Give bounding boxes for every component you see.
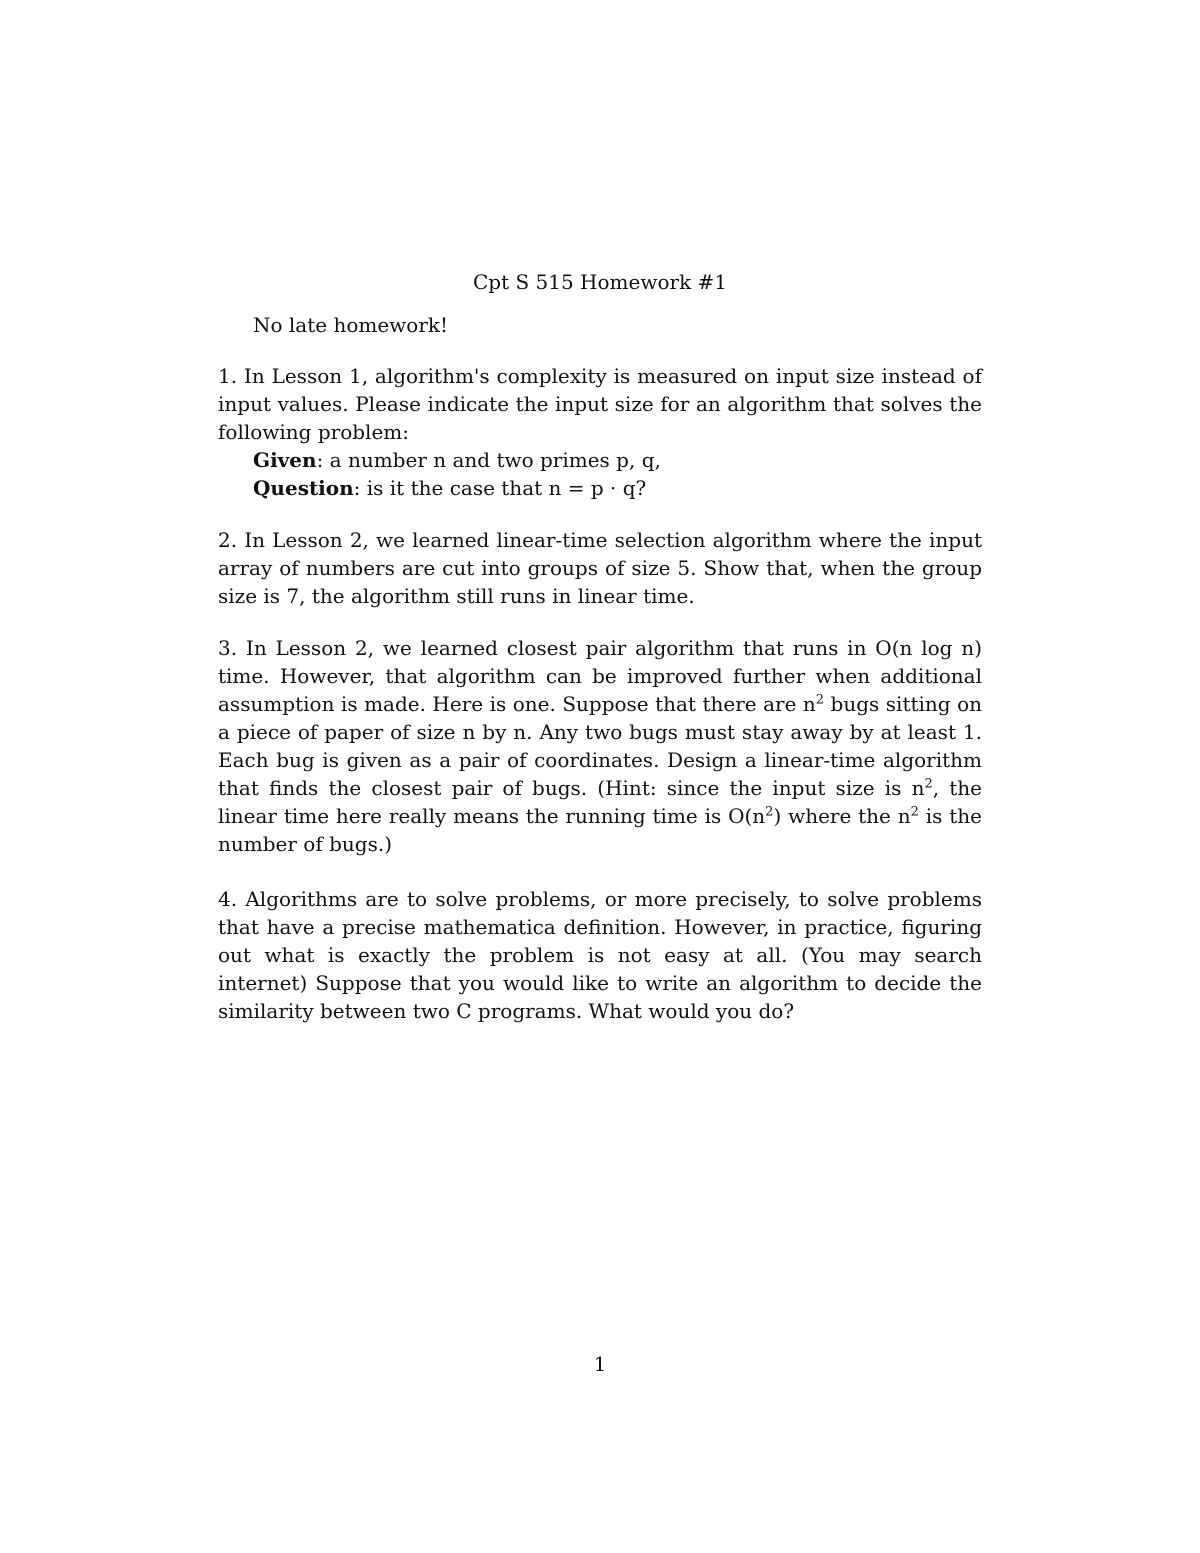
- exponent-4: 2: [910, 804, 919, 820]
- question-3: [218, 634, 982, 858]
- question-4: [218, 885, 982, 1025]
- question-1-question: [218, 474, 982, 502]
- question-2-text: 2. In Lesson 2, we learned linear-time selection algorithm where the input array of numbers are cut into groups of size 5. Show that, when the group size is 7, the algorithm still runs in linear time.: [218, 528, 982, 608]
- given-label: Given: [253, 448, 317, 472]
- question-text: : is it the case that n = p · q?: [353, 476, 647, 500]
- question-3-part-1: 3. In Lesson 2, we learned closest pair algorithm that runs in O(n log n) time. However, that algorithm can be improved further when additional assumption is made. Here is one. Suppose that there are n: [218, 636, 982, 716]
- question-1-given: [218, 446, 982, 474]
- question-1-text: 1. In Lesson 1, algorithm's complexity is measured on input size instead of input values. Please indicate the input size for an algorithm that solves the following problem:: [218, 364, 982, 444]
- late-homework-note: No late homework!: [253, 313, 449, 337]
- question-3-part-5: is the number of bugs.): [218, 804, 982, 856]
- exponent-1: 2: [815, 692, 825, 708]
- page-title: Cpt S 515 Homework #1: [472, 270, 728, 294]
- page-number: 1: [593, 1352, 607, 1376]
- exponent-2: 2: [924, 776, 933, 792]
- question-4-text: 4. Algorithms are to solve problems, or more precisely, to solve problems that have a precise mathematica definition. However, in practice, figuring out what is exactly the problem is not easy at all. (You may search internet) Suppose that you would like to write an algorithm to decide the similarity between two C programs. What would you do?: [218, 887, 982, 1023]
- question-3-part-2: bugs sitting on a piece of paper of size n by n. Any two bugs must stay away by at least 1. Each bug is given as a pair of coordinates. Design a linear-time algorithm that finds the closest pair of bugs. (Hint: since the input size is n: [218, 692, 982, 800]
- question-1: [218, 362, 982, 502]
- question-2: [218, 526, 982, 610]
- exponent-3: 2: [765, 804, 774, 820]
- given-text: : a number n and two primes p, q,: [316, 448, 661, 472]
- question-3-part-3: , the linear time here really means the running time is O(n: [218, 776, 983, 828]
- question-label: Question: [253, 476, 354, 500]
- question-3-part-4: ) where the n: [773, 804, 911, 828]
